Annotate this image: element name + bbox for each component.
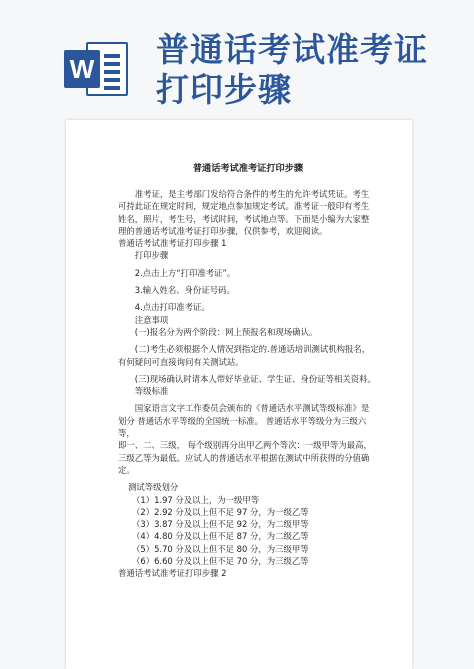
score-item: （5）5.70 分及以上但不足 80 分，为三级甲等	[132, 543, 309, 554]
banner-title	[156, 30, 456, 110]
line-decoration	[104, 54, 120, 58]
banner-header	[0, 0, 474, 118]
note-item: (三)现场确认时请本人带好毕业证、学生证、身份证等相关资料。	[134, 373, 376, 384]
line-decoration	[104, 70, 120, 74]
line-decoration	[104, 62, 120, 66]
line-decoration	[104, 78, 120, 82]
note-item-continued: 有何疑问可直接询问有关测试站。	[118, 356, 244, 367]
banner-title-line1: 普通话考试准考证	[156, 30, 428, 69]
intro-line: 可持此证在规定时间，规定地点参加规定考试。准考证一般印有考生	[118, 201, 370, 212]
score-item: （3）3.87 分及以上但不足 92 分，为二级甲等	[132, 519, 309, 530]
document-body	[118, 162, 378, 580]
score-item: （1）1.97 分及以上，为一级甲等	[132, 494, 260, 505]
grades-paragraph-line: 定。	[118, 464, 135, 475]
intro-line: 理的普通话考试准考证打印步骤，仅供参考，欢迎阅读。	[118, 225, 328, 236]
note-item: (二)考生必须根据个人情况到指定的.普通话培训测试机构报名，	[134, 344, 371, 355]
line-decoration	[104, 86, 120, 90]
banner-title-line2: 打印步骤	[156, 70, 292, 109]
grades-heading: 等级标准	[134, 386, 169, 397]
scores-heading: 测试等级划分	[128, 482, 179, 493]
note-item: (一)报名分为两个阶段：网上预报名和现场确认。	[134, 326, 318, 337]
grades-paragraph-line: 划分 普通话水平等级的全国统一标准。 普通话水平等级分为三级六等，	[118, 415, 367, 439]
step-item: 4.点击打印准考证。	[134, 302, 210, 313]
document-page	[66, 120, 412, 669]
score-item: （6）6.60 分及以上但不足 70 分，为三级乙等	[132, 556, 309, 567]
notes-heading: 注意事项	[134, 314, 169, 325]
grades-paragraph-line: 即一、二、三级， 每个级别再分出甲乙两个等次：一级甲等为最高，	[118, 440, 372, 451]
score-item: （4）4.80 分及以上但不足 87 分，为二级乙等	[132, 531, 309, 542]
intro-line: 准考证，是主考部门发给符合条件的考生的允许考试凭证。考生	[134, 189, 370, 199]
steps-heading: 打印步骤	[134, 250, 169, 261]
intro-line: 姓名，照片，考生号，考试时间，考试地点等。下面是小编为大家整	[118, 213, 370, 224]
step-item: 3.输入姓名、身份证号码。	[134, 285, 235, 296]
step-item: 2.点击上方“打印准考证”。	[134, 267, 236, 278]
word-letter-w: W	[64, 50, 100, 88]
grades-paragraph-line: 三级乙等为最低。应试人的普通话水平根据在测试中所获得的分值确	[118, 452, 370, 463]
word-document-icon	[64, 38, 130, 100]
grades-paragraph-line: 国家语言文字工作委员会颁布的《普通话水平测试等级标准》是	[134, 403, 370, 414]
section2-heading: 普通话考试准考证打印步骤 2	[118, 568, 227, 579]
section1-heading: 普通话考试准考证打印步骤 1	[118, 238, 227, 249]
score-item: （2）2.92 分及以上但不足 97 分，为一级乙等	[132, 506, 309, 517]
document-title: 普通话考试准考证打印步骤	[192, 163, 304, 174]
